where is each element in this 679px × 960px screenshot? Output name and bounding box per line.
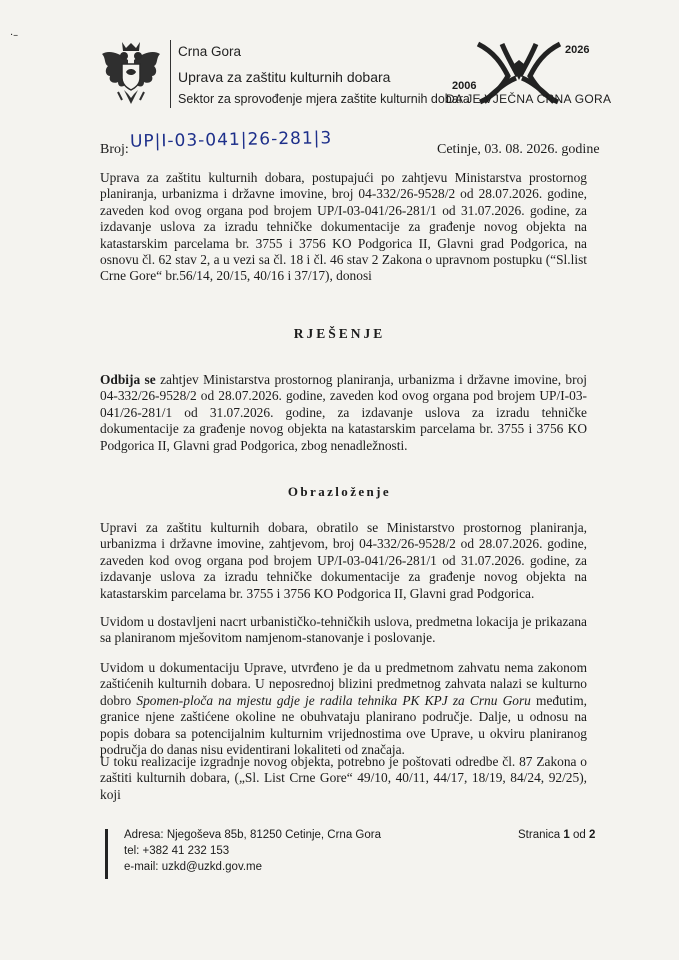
decision-verb: Odbija se xyxy=(100,372,156,387)
explanation-paragraph-1: Upravi za zaštitu kulturnih dobara, obratilo se Ministarstvo prostornog planiranja, urbanizma i državne imovine, zahtjevom, broj 04-332/26-9528/2 od 28.07.2026. godine, zaveden kod ovog organa pod brojem UP/I-03-041/26-281/1 od 31.07.2026. godine, za izdavanje uslova za izradu tehničke dokumentacije za građenje novog objekta na katastarskim parcelama br. 3755 i 3756 KO Podgorica II, Glavni grad Podgorica. xyxy=(100,520,587,601)
page-number xyxy=(518,829,595,841)
footer-phone: tel: +382 41 232 153 xyxy=(124,845,230,857)
reference-label: Broj: xyxy=(100,142,129,157)
page-total: 2 xyxy=(589,829,596,841)
footer-email: e-mail: uzkd@uzkd.gov.me xyxy=(124,861,263,873)
header-sector: Sektor za sprovođenje mjera zaštite kulturnih dobara xyxy=(178,92,470,106)
intro-paragraph: Uprava za zaštitu kulturnih dobara, postupajući po zahtjevu Ministarstva prostornog planiranja, urbanizma i državne imovine, broj 04-332/26-9528/2 od 28.07.2026. godine, zaveden kod ovog organa pod brojem UP/I-03-041/26-281/1 od 31.07.2026. godine, za izdavanje uslova za izradu tehničke dokumentacije za građenje novog objekta na katastarskim parcelama br. 3755 i 3756 KO Podgorica II, Glavni grad Podgorica, na osnovu čl. 62 stav 2, a u vezi sa čl. 18 i čl. 46 stav 2 Zakona o upravnom postupku (“Sl.list Crne Gore“ br.56/14, 20/15, 40/16 i 37/17), donosi xyxy=(100,170,587,284)
header-institution: Uprava za zaštitu kulturnih dobara xyxy=(178,69,391,85)
explanation-p3-part1: Uvidom u dokumentaciju Uprave, utvrđeno je da u predmetnom zahvatu nema zakonom zaštićenih kulturnih dobara. U neposrednoj blizini predmetnog zahvata nalazi se kulturno dobro xyxy=(100,660,587,708)
page-of: od xyxy=(573,829,586,841)
montenegro-coat-of-arms-icon xyxy=(100,38,162,108)
page-word: Stranica xyxy=(518,829,561,841)
header-country: Crna Gora xyxy=(178,44,242,59)
corner-mark: ·– xyxy=(10,30,19,41)
decision-paragraph xyxy=(100,372,587,454)
explanation-p3-part2: međutim, granice njene zaštićene okoline ne obuhvataju planirano područje. Dalje, u odnosu na popis dobara sa potencijalnim kulturnim vrijednostima ove Uprave, u okviru planiranog područja do danas nisu evidentirani lokaliteti od značaja. xyxy=(100,692,587,758)
logo-year-end: 2026 xyxy=(565,44,590,56)
logo-slogan: DA JE VJEČNA CRNA GORA xyxy=(446,92,612,106)
footer-bar xyxy=(105,829,108,879)
header-divider xyxy=(170,40,171,108)
document-date: Cetinje, 03. 08. 2026. godine xyxy=(437,142,600,157)
reference-number-handwritten: UP|I-03-041|26-281|3 xyxy=(129,128,333,152)
decision-title: RJEŠENJE xyxy=(293,326,386,341)
explanation-paragraph-3 xyxy=(100,660,587,758)
explanation-paragraph-4: U toku realizacije izgradnje novog objekta, potrebno je poštovati odredbe čl. 87 Zakona o zaštiti kulturnih dobara, („Sl. List Crne Gore“ 49/10, 40/11, 44/17, 18/19, 84/24, 92/25), koji xyxy=(100,754,587,802)
explanation-paragraph-2: Uvidom u dostavljeni nacrt urbanističko-tehničkih uslova, predmetna lokacija je prikazana sa planiranom mješovitom namjenom-stanovanje i poslovanje. xyxy=(100,614,587,646)
logo-year-start: 2006 xyxy=(452,80,477,92)
cultural-good-name: Spomen-ploča na mjestu gdje je radila tehnika PK KPJ za Crnu Goru xyxy=(136,692,531,708)
explanation-title: Obrazloženje xyxy=(287,484,392,499)
footer-address: Adresa: Njegoševa 85b, 81250 Cetinje, Crna Gora xyxy=(124,829,381,841)
decision-text: zahtjev Ministarstva prostornog planiranja, urbanizma i državne imovine, broj 04-332/26-9528/2 od 28.07.2026. godine, zaveden kod ovog organa pod brojem UP/I-03-041/26-281/1 od 31.07.2026. godine, za izdavanje uslova za izradu tehničke dokumentacije za građenje novog objekta na katastarskim parcelama br. 3755 i 3756 KO Podgorica II, Glavni grad Podgorica, zbog nenadležnosti. xyxy=(100,372,587,453)
page-current: 1 xyxy=(563,829,570,841)
